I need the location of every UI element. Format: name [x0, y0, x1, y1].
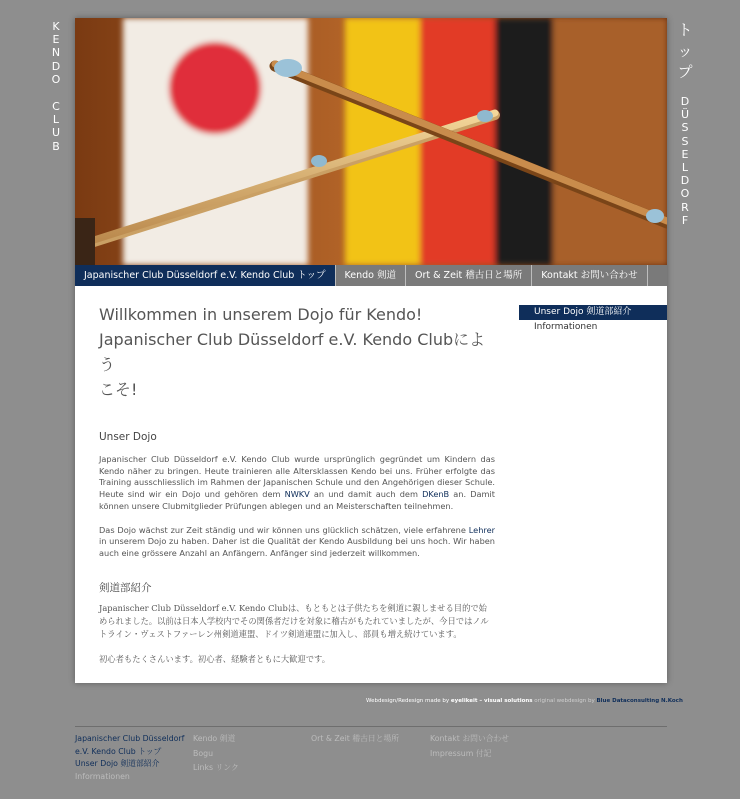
section-heading-jp-intro: 剣道部紹介 [99, 581, 152, 594]
footer-link-text: Japanischer Club Düsseldorf [75, 734, 185, 743]
page-title-line: Japanischer Club Düsseldorf e.V. Kendo Clubによう [99, 330, 486, 374]
link-lehrer[interactable]: Lehrer [468, 524, 495, 535]
main-nav [75, 265, 667, 286]
vertical-title-kendo-club [49, 20, 63, 153]
vertical-letter: E [52, 33, 60, 47]
vertical-letter: O [51, 72, 61, 86]
vertical-letter: D [51, 59, 61, 73]
footer-divider [75, 726, 667, 727]
sidebar-nav [519, 305, 667, 335]
footer-link-ort-zeit[interactable]: Ort & Zeit 稽古日と場所 [311, 734, 400, 743]
footer-column-4 [430, 733, 509, 760]
footer-link-impressum[interactable]: Impressum 付記 [430, 748, 492, 758]
footer-link-informationen[interactable]: Informationen [75, 771, 130, 781]
page-title-line: Willkommen in unserem Dojo für Kendo! [99, 305, 423, 324]
vertical-letter: ッ [677, 42, 693, 60]
vertical-letter: S [681, 134, 689, 148]
vertical-letter: プ [677, 63, 693, 81]
sidebar-item-informationen[interactable]: Informationen [534, 322, 598, 332]
credit-text: original webdesign by [532, 698, 597, 704]
vertical-letter: F [681, 213, 689, 227]
paragraph-text: an. Damit können unsere Clubmitglieder Prüfungen ablegen und an Meisterschaften teilnehmen. [99, 489, 495, 511]
footer-link-bogu[interactable]: Bogu [193, 748, 214, 758]
hero-illustration [75, 18, 667, 265]
vertical-letter: L [681, 161, 689, 175]
content-card [75, 18, 667, 683]
link-nwkv[interactable]: NWKV [284, 489, 310, 500]
page-title [99, 302, 495, 402]
vertical-letter: C [52, 100, 60, 114]
vertical-letter: O [680, 187, 690, 201]
vertical-letter: B [52, 139, 60, 153]
sidebar-item-unser-dojo[interactable]: Unser Dojo 剣道部紹介 [519, 305, 667, 320]
footer-link-kendo[interactable]: Kendo 剣道 [193, 734, 236, 743]
vertical-letter: D [680, 174, 690, 188]
link-dkenb[interactable]: DKenB [422, 489, 450, 500]
footer-link-kontakt[interactable]: Kontakt お問い合わせ [430, 734, 510, 743]
vertical-letter: ト [677, 21, 693, 39]
nav-item-ort-zeit[interactable]: Ort & Zeit 稽古日と場所 [406, 265, 532, 286]
nav-item-kendo[interactable]: Kendo 剣道 [336, 265, 407, 286]
vertical-title-top-duesseldorf [676, 20, 694, 227]
footer-link-links[interactable]: Links リンク [193, 763, 239, 772]
footer-column-3 [311, 733, 399, 746]
main-content [99, 302, 495, 666]
vertical-letter: U [51, 126, 61, 140]
paragraph-text: Japanischer Club Düsseldorf e.V. Kendo Club wurde ursprünglich gegründet um Kindern das Kendo näher zu bringen. Heute trainieren alle Altersklassen Kendo bei uns. Früher erfolgte das Training ausschliesslich im Rahmen der Japanischen Schule und den Angehörigen dieser Schule. Heute sind wir ein Dojo und gehören dem [99, 454, 495, 500]
page-title-line: こそ! [99, 380, 138, 399]
paragraph-intro [99, 454, 495, 513]
hero-image-shinai-flags [75, 18, 667, 265]
credit-link-eyelikeit[interactable]: eyelikeit – visual solutions [450, 698, 533, 704]
footer-column-2 [193, 733, 239, 775]
paragraph-text: an und damit auch dem [309, 489, 423, 500]
paragraph-jp-intro: Japanischer Club Düsseldorf e.V. Kendo Clubは、もともとは子供たちを剣道に親しませる目的で始められました。以前は日本人学校内でその関係者だけを対象に稽古がもたれていましたが、今日ではノルトライン・ヴェストファーレン州剣道連盟、ドイツ剣道連盟に加入し、部員も増え続けています。 [99, 602, 489, 640]
design-credit [366, 698, 683, 704]
vertical-letter: S [681, 121, 689, 135]
paragraph-text: in unserem Dojo zu haben. Daher ist die Qualität der Kendo Ausbildung bei uns hoch. Wir haben auch eine grössere Anzahl an Anfängern. Anfänger sind jederzeit willkommen. [99, 536, 495, 558]
section-heading-unser-dojo: Unser Dojo [99, 431, 157, 443]
footer-link-home[interactable] [75, 733, 184, 758]
footer-link-unser-dojo[interactable]: Unser Dojo 剣道部紹介 [75, 759, 160, 768]
footer-column-1 [75, 733, 184, 783]
paragraph-text: Das Dojo wächst zur Zeit ständig und wir können uns glücklich schätzen, viele erfahrene [99, 524, 469, 535]
credit-link-blue-dataconsulting[interactable]: Blue Dataconsulting N.Koch [596, 698, 683, 704]
nav-item-home[interactable]: Japanischer Club Düsseldorf e.V. Kendo Club トップ [75, 265, 336, 286]
paragraph-jp-welcome: 初心者もたくさんいます。初心者、経験者ともに大歓迎です。 [99, 653, 330, 664]
vertical-letter: L [52, 113, 60, 127]
vertical-letter: D [680, 95, 690, 108]
paragraph-dojo-growth [99, 525, 495, 560]
footer-sitemap [75, 733, 675, 793]
vertical-letter: K [52, 20, 60, 33]
credit-text: Webdesign/Redesign made by [366, 698, 451, 704]
vertical-letter: R [681, 200, 689, 214]
vertical-letter: N [51, 46, 61, 60]
nav-item-kontakt[interactable]: Kontakt お問い合わせ [532, 265, 647, 286]
vertical-letter: E [681, 147, 689, 161]
footer-link-text: e.V. Kendo Club トップ [75, 746, 162, 756]
vertical-letter: Ü [680, 108, 690, 122]
